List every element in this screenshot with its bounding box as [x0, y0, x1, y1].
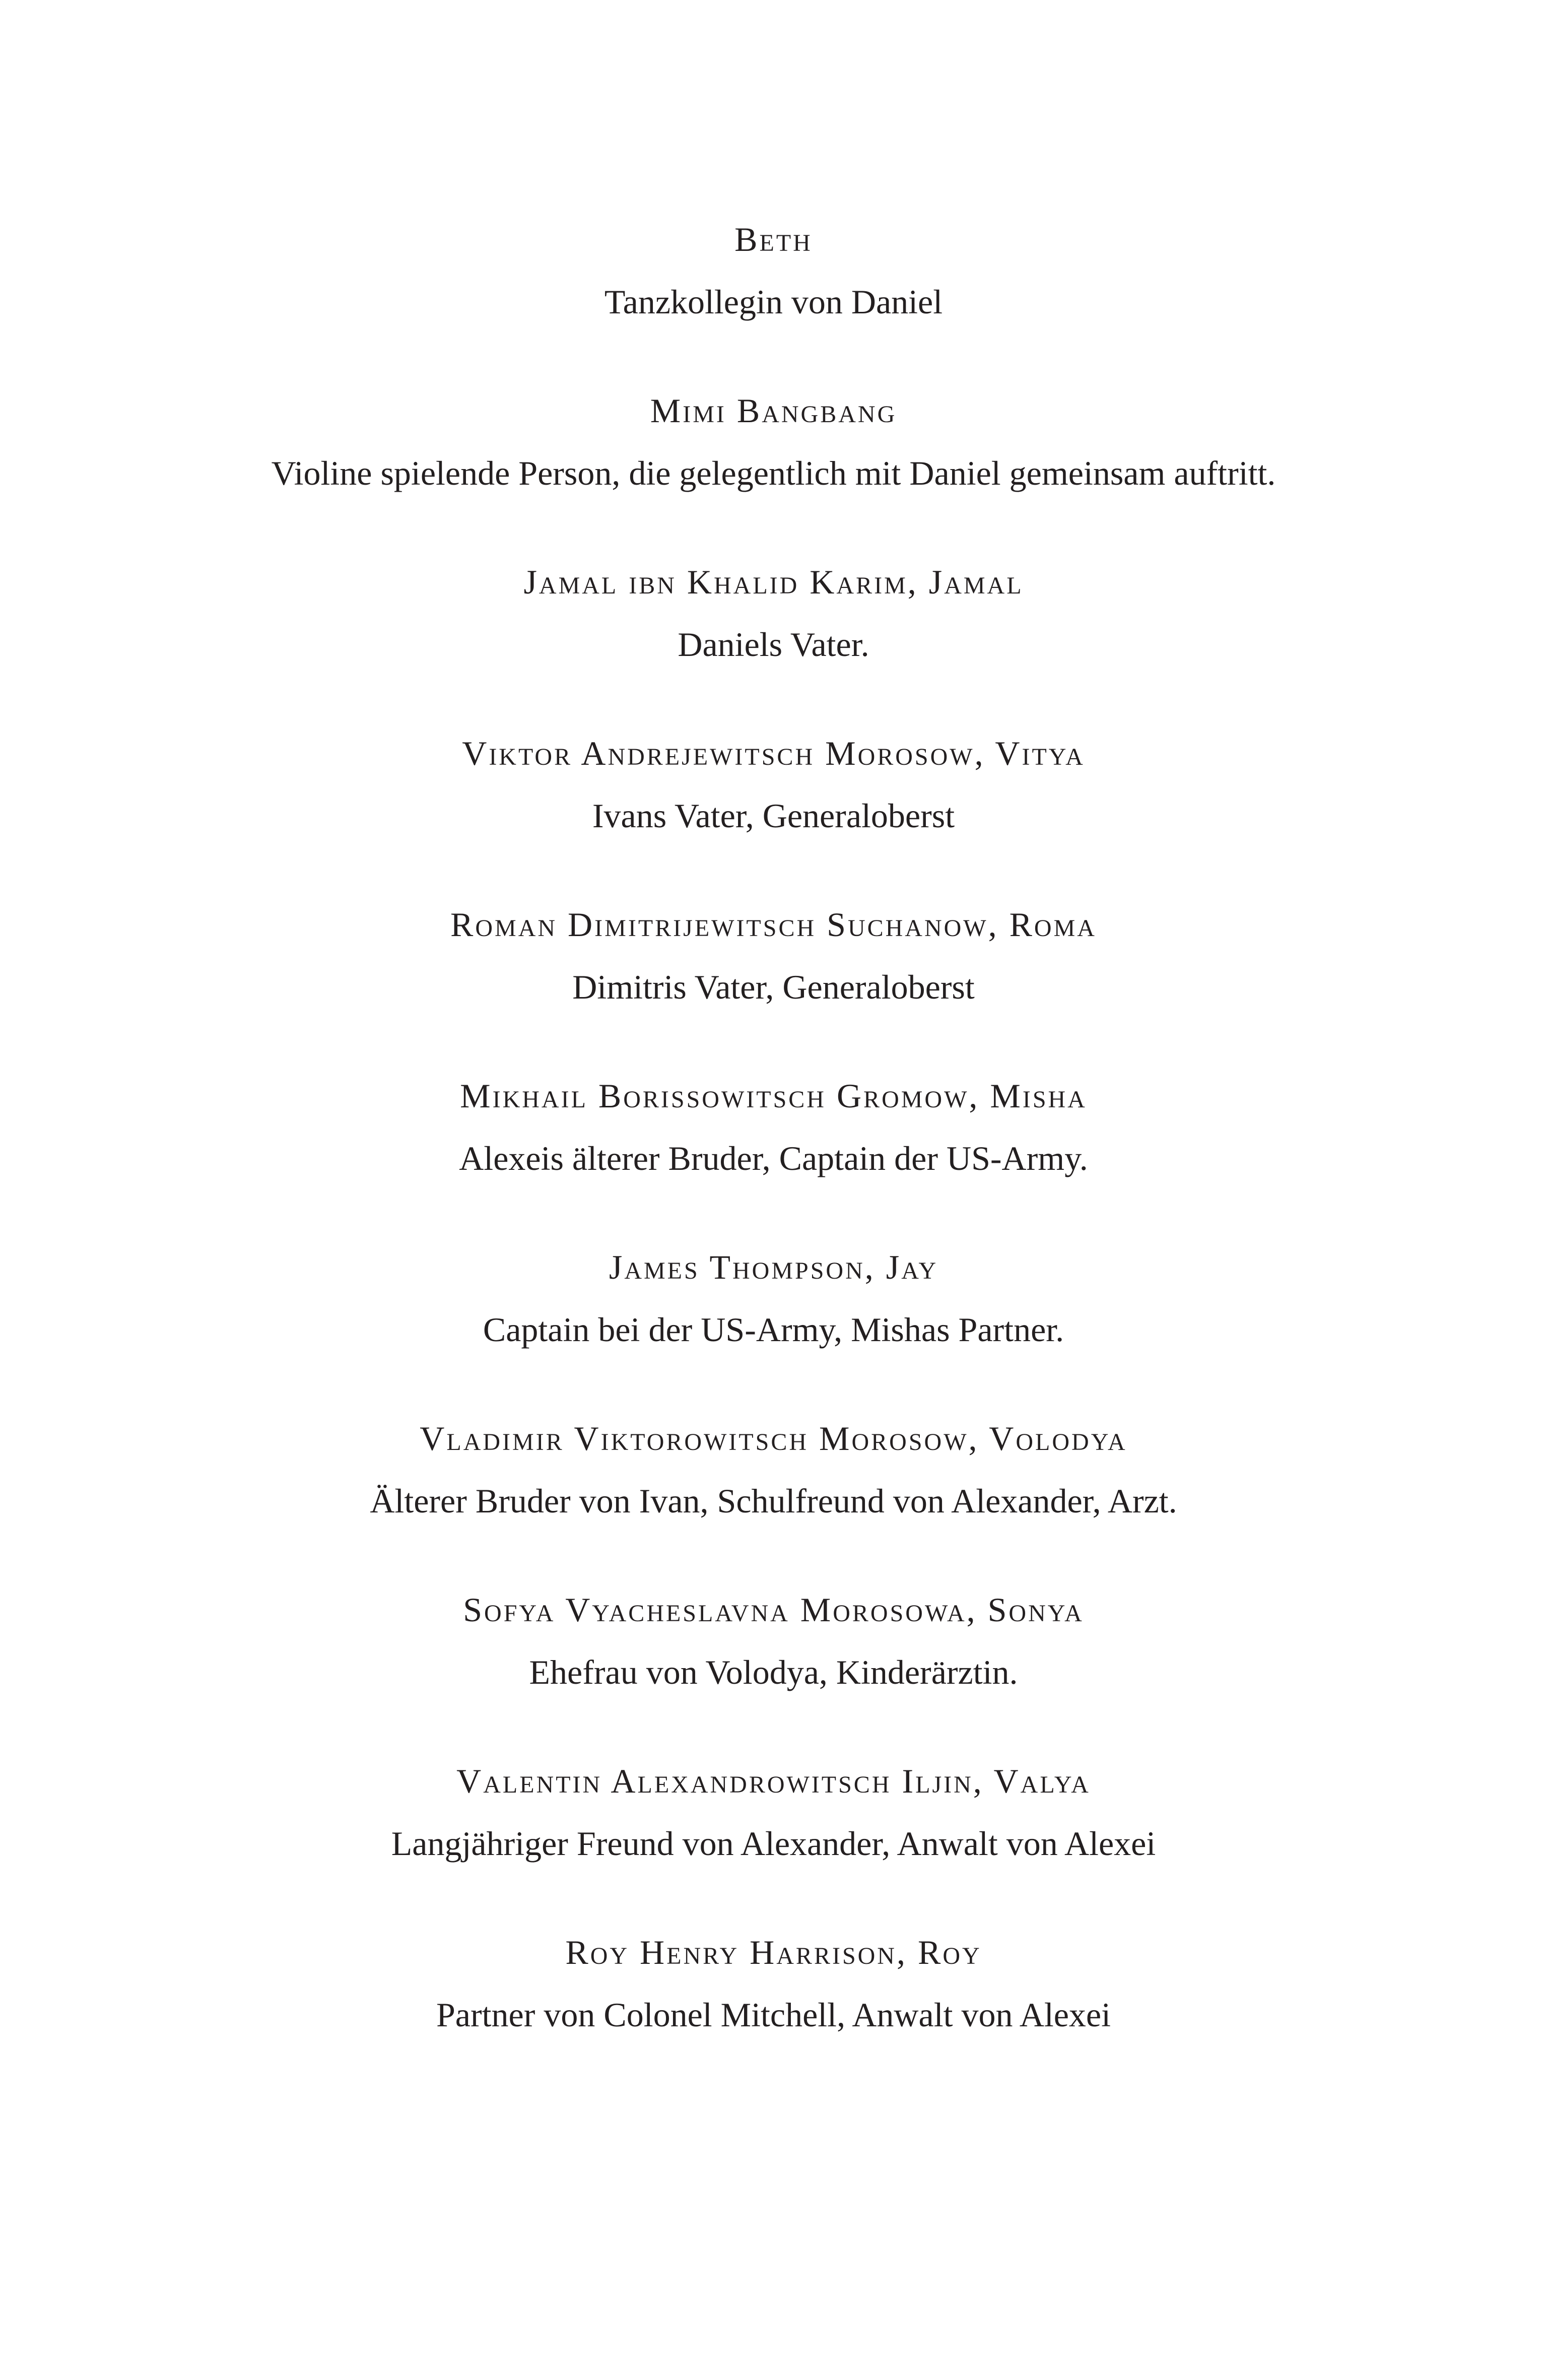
character-name: Sofya Vyacheslavna Morosowa, Sonya — [463, 1591, 1084, 1629]
character-name: James Thompson, Jay — [609, 1248, 938, 1286]
character-name: Valentin Alexandrowitsch Iljin, Valya — [456, 1762, 1091, 1800]
character-description: Captain bei der US-Army, Mishas Partner. — [483, 1310, 1064, 1349]
character-entry-valya — [0, 1758, 1547, 1930]
character-name: Mikhail Borissowitsch Gromow, Misha — [460, 1077, 1087, 1115]
character-entry-sonya — [0, 1587, 1547, 1758]
character-description: Violine spielende Person, die gelegentlich mit Daniel gemeinsam auftritt. — [271, 454, 1276, 492]
character-description: Älterer Bruder von Ivan, Schulfreund von Alexander, Arzt. — [370, 1482, 1177, 1520]
character-entry-vitya — [0, 731, 1547, 902]
character-description: Alexeis älterer Bruder, Captain der US-Army. — [459, 1139, 1088, 1177]
character-entry-roy — [0, 1930, 1547, 2101]
character-description: Langjähriger Freund von Alexander, Anwalt von Alexei — [391, 1824, 1156, 1863]
character-entry-jamal — [0, 559, 1547, 731]
character-entry-mimi — [0, 388, 1547, 559]
character-entry-misha — [0, 1073, 1547, 1244]
character-description: Tanzkollegin von Daniel — [604, 283, 943, 321]
character-entry-beth — [0, 217, 1547, 388]
character-entry-jay — [0, 1244, 1547, 1416]
character-name: Roy Henry Harrison, Roy — [565, 1933, 982, 1971]
character-entry-roma — [0, 902, 1547, 1073]
character-description: Ivans Vater, Generaloberst — [592, 797, 955, 835]
character-name: Roman Dimitrijewitsch Suchanow, Roma — [450, 905, 1097, 944]
character-name: Beth — [734, 220, 813, 258]
character-description: Dimitris Vater, Generaloberst — [572, 968, 975, 1006]
character-list — [0, 217, 1547, 2101]
character-description: Ehefrau von Volodya, Kinderärztin. — [529, 1653, 1018, 1691]
character-name: Mimi Bangbang — [650, 391, 897, 430]
character-description: Daniels Vater. — [678, 625, 869, 664]
character-name: Jamal ibn Khalid Karim, Jamal — [523, 563, 1024, 601]
character-description: Partner von Colonel Mitchell, Anwalt von Alexei — [436, 1996, 1111, 2034]
character-name: Vladimir Viktorowitsch Morosow, Volodya — [420, 1419, 1127, 1458]
character-entry-volodya — [0, 1416, 1547, 1587]
character-name: Viktor Andrejewitsch Morosow, Vitya — [462, 734, 1085, 772]
